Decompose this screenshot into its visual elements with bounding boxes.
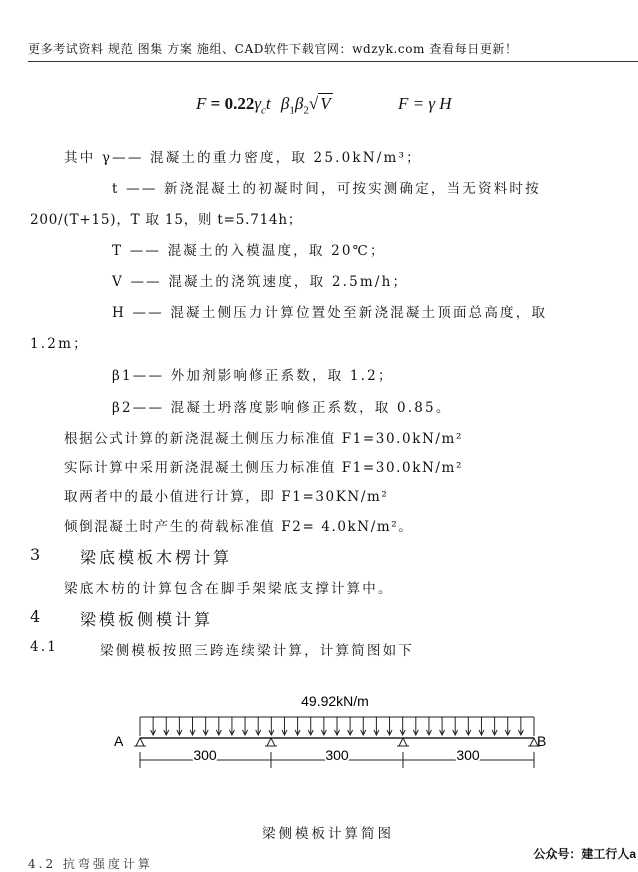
header-divider [28,61,638,62]
load-arrow [335,717,340,735]
support-inner-1 [265,738,277,746]
def-gamma: 其中 γ—— 混凝土的重力密度，取 25.0kN/m³； [64,150,422,166]
load-arrow [151,717,156,735]
section-3-number: 3 [30,545,44,564]
result-line: 取两者中的最小值进行计算，即 F1=30KN/m² [64,489,389,505]
def-t-line2: 200/(T+15)，T 取 15，则 t=5.714h； [30,212,303,228]
formula-beta2: β [294,94,304,113]
load-arrow [177,717,182,735]
support-inner-2 [397,738,409,746]
def-beta1: β1—— 外加剂影响修正系数，取 1.2； [112,368,394,384]
formula-gamma-sub: c [261,104,266,117]
distributed-load-label: 49.92kN/m [301,693,369,709]
load-arrow [426,717,431,735]
load-arrow [492,717,497,735]
load-arrow [216,717,221,735]
formula-gamma: γ [254,94,262,113]
def-V: V —— 混凝土的浇筑速度，取 2.5m/h； [112,274,409,290]
def-H-line2: 1.2m； [30,336,89,352]
support-a-label: A [114,733,124,749]
load-arrow [295,717,300,735]
formula-lateral-pressure-1: $F = 0.22\gamma_ct$ $\beta_1\beta_2√$ V [196,94,331,117]
load-arrow [164,717,169,735]
formula-f-symbol: F [196,94,207,113]
def-H-line1: H —— 混凝土侧压力计算位置处至新浇混凝土顶面总高度，取 [112,305,548,321]
load-arrow [256,717,261,735]
support-b-label: B [537,733,547,749]
load-arrow [190,717,195,735]
section-4-title: 梁模板侧模计算 [80,610,214,629]
formula-coefficient: = 0.22 [206,94,255,113]
beam-diagram [0,680,638,790]
span-2-length: 300 [325,747,349,763]
section-3-body: 梁底木枋的计算包含在脚手架梁底支撑计算中。 [64,581,394,597]
load-arrow [321,717,326,735]
load-arrow [518,717,523,735]
section-4-1-number: 4.1 [30,639,59,655]
diagram-caption: 梁侧模板计算简图 [262,826,394,842]
formula-v: V [320,94,331,113]
section-4-1-body: 梁侧模板按照三跨连续梁计算，计算简图如下 [100,643,414,659]
site-header-text: 更多考试资料 规范 图集 方案 施组、CAD软件下载官网：wdzyk.com 查看每日更新！ [28,42,518,56]
load-arrow [440,717,445,735]
load-arrow [466,717,471,735]
span-1-length: 300 [193,747,217,763]
load-arrow [400,717,405,735]
formula-lateral-pressure-2 [398,94,452,114]
result-line: 根据公式计算的新浇混凝土侧压力标准值 F1=30.0kN/m² [64,431,463,447]
formula-t: t [265,94,271,113]
span-3-length: 300 [456,747,480,763]
wechat-account-watermark: 公众号：建工行人a [533,847,636,861]
load-arrow [387,717,392,735]
section-4-number: 4 [30,607,44,626]
next-section-heading-cut: 4.2 抗弯强度计算 [28,857,153,871]
distributed-load [140,717,534,736]
load-arrow [505,717,510,735]
load-arrow [308,717,313,735]
load-arrow [361,717,366,735]
def-t-line1: t —— 新浇混凝土的初凝时间，可按实测确定，当无资料时按 [112,181,541,197]
load-arrow [282,717,287,735]
result-line: 倾倒混凝土时产生的荷载标准值 F2= 4.0kN/m²。 [64,519,414,535]
support-a [134,738,146,746]
section-3-title: 梁底模板木楞计算 [80,548,233,567]
load-arrow [229,717,234,735]
load-arrow [479,717,484,735]
formula-f2-text: F = γ H [398,94,452,113]
formula-beta2-sub: 2 [303,104,309,117]
load-arrow [453,717,458,735]
load-arrow [269,717,274,735]
load-arrow [243,717,248,735]
formula-beta1-sub: 1 [289,104,295,117]
load-arrow [413,717,418,735]
def-beta2: β2—— 混凝土坍落度影响修正系数，取 0.85。 [112,400,452,416]
load-arrow [203,717,208,735]
load-arrow [374,717,379,735]
load-arrow [348,717,353,735]
result-line: 实际计算中采用新浇混凝土侧压力标准值 F1=30.0kN/m² [64,460,463,476]
formula-beta1: β [280,94,290,113]
def-T: T —— 混凝土的入模温度，取 20℃； [112,243,386,259]
